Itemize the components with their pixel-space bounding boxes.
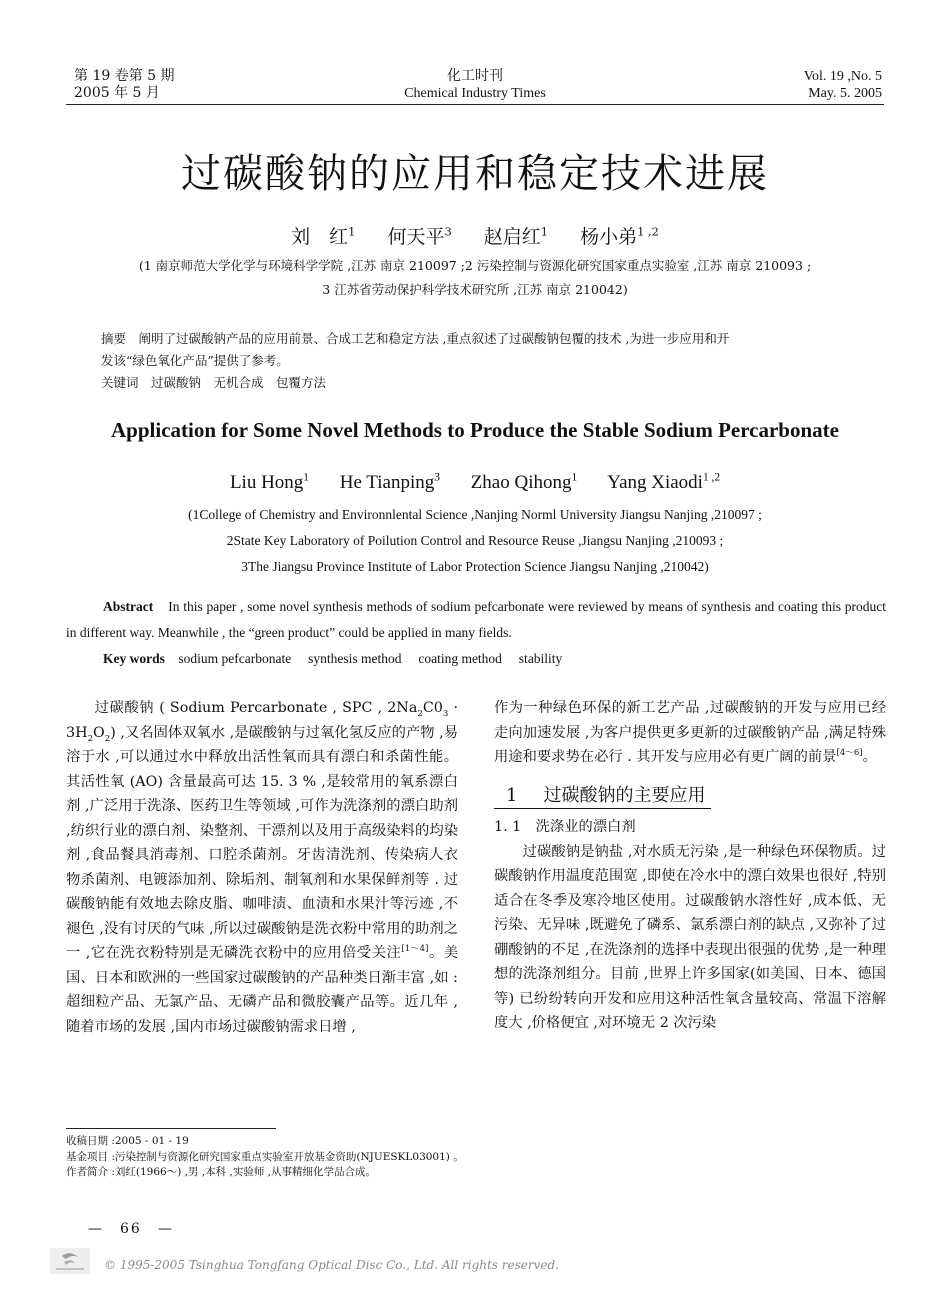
author-en-name: Liu Hong (229, 472, 304, 493)
author-en-name: Zhao Qihong (470, 472, 572, 493)
author-en-sup: 1 (571, 471, 578, 484)
footnote-fund: 基金项目 :污染控制与资源化研究国家重点实验室开放基金资助(NJUESKL03001) 。 (66, 1150, 464, 1163)
author-name: 刘 红 (291, 226, 349, 248)
citation-ref: [4～6] (836, 748, 863, 759)
abstract-en-label: Abstract (103, 599, 154, 614)
author-sup: 3 (444, 224, 452, 239)
author-en-sup: 1 ,2 (702, 471, 721, 484)
header-journal (375, 68, 575, 102)
abstract-cn-label: 摘要 (101, 331, 127, 346)
header-date-en: May. 5. 2005 (808, 86, 882, 101)
author-en-sup: 3 (434, 471, 440, 484)
affiliation-cn-line1: (1 南京师范大学化学与环境科学学院 ,江苏 南京 210097 ;2 污染控制与资源化研究国家重点实验室 ,江苏 南京 210093 ; (138, 258, 812, 273)
affiliation-cn-line2: 3 江苏省劳动保护科学技术研究所 ,江苏 南京 210042) (322, 282, 628, 297)
paragraph: 过碳酸钠是钠盐 ,对水质无污染 ,是一种绿色环保物质。过碳酸钠作用温度范围宽 ,即使在冷水中的漂白效果也很好 ,特别适合在冬季及寒冷地区使用。过碳酸钠水溶性好 ,成本低、无污染、无异味 ,既避免了磷系、氯系漂白剂的缺点 ,又弥补了过硼酸钠的不足 ,在洗涤剂的选择中表现出很强的优势 ,是一种理想的洗涤剂组分。目前 ,世界上许多国家(如美国、日本、德国等) 已纷纷转向开发和应用这种活性氧含量较高、常温下溶解度大 ,价格便宜 ,对环境无 2 次污染 (494, 843, 886, 1031)
author-name: 何天平 (387, 226, 445, 248)
footnote-author: 作者简介 :刘红(1966～) ,男 ,本科 ,实验师 ,从事精细化学品合成。 (66, 1166, 376, 1178)
header-journal-en: Chemical Industry Times (404, 86, 546, 101)
affiliation-en-line2: 2State Key Laboratory of Poilution Control and Resource Reuse ,Jiangsu Nanjing ,210093 ; (226, 533, 724, 548)
copyright-notice: © 1995-2005 Tsinghua Tongfang Optical Disc Co., Ltd. All rights reserved. (104, 1258, 559, 1272)
affiliation-en-line3: 3The Jiangsu Province Institute of Labor Protection Science Jiangsu Nanjing ,210042) (241, 559, 709, 574)
header-journal-cn: 化工时刊 (447, 68, 503, 84)
page-title: 过碳酸钠的应用和稳定技术进展 (181, 151, 769, 197)
header-date-cn: 2005 年 5 月 (74, 85, 160, 101)
author-sup: 1 ,2 (637, 224, 659, 239)
keywords-en: sodium pefcarbonate synthesis method coating method stability (178, 651, 563, 666)
header-volume (74, 68, 175, 102)
author-sup: 1 (348, 224, 356, 239)
subsection-heading: 1. 1 洗涤业的漂白剂 (494, 819, 636, 835)
footnotes (66, 1134, 766, 1181)
affiliation-en-line1: (1College of Chemistry and Environnlental Science ,Nanjing Norml University Jiangsu Nanjing ,210097 ; (188, 507, 762, 522)
author-en-sup: 1 (303, 471, 309, 484)
paragraph: 作为一种绿色环保的新工艺产品 ,过碳酸钠的开发与应用已经走向加速发展 ,为客户提供更多更新的过碳酸钠产品 ,满足特殊用途和要求势在必行 . 其开发与应用必有更广阔的前景[4～6]。 (494, 700, 886, 765)
abstract-cn-text1: 阐明了过碳酸钠产品的应用前景、合成工艺和稳定方法 ,重点叙述了过碳酸钠包覆的技术 ,为进一步应用和开 (138, 331, 730, 346)
abstract-en-text: In this paper , some novel synthesis methods of sodium pefcarbonate were reviewed by means of synthesis and coating this product in different way. Meanwhile , the “green product” could be applied in many fields. (66, 599, 886, 640)
paragraph: 过碳酸钠 ( Sodium Percarbonate , SPC , $2Na_2C0_3 \cdot 3H_2O_2$) ,又名固体双氧水 ,是碳酸钠与过氧化氢反应的产物 ,易溶于水 ,可以通过水中释放出活性氧而具有漂白和杀菌性能。其活性氧 (AO) 含量最高可达 15. 3 % ,是较常用的氧系漂白剂 ,广泛用于洗涤、医药卫生等领域 ,可作为洗涤剂的漂白助剂 ,纺织行业的漂白剂、染整剂、干漂剂以及用于高级染料的均染剂 ,食品餐具消毒剂、口腔杀菌剂。牙齿清洗剂、传染病人衣物杀菌剂、电镀添加剂、除垢剂、制氧剂和水果保鲜剂等 . 过碳酸钠能有效地去除皮脂、咖啡渍、血渍和水果汁等污迹 ,不褪色 ,没有讨厌的气味 ,所以过碳酸钠是洗衣粉中常用的助剂之一 ,它在洗衣粉特别是无磷洗衣粉中的应用倍受关注[1～4]。美国、日本和欧洲的一些国家过碳酸钠的产品种类日渐丰富 ,如 :超细粒产品、无氯产品、无磷产品和微胶囊产品等。近几年 ,随着市场的发展 ,国内市场过碳酸钠需求日增 , (66, 700, 459, 1035)
footnote-rule (66, 1128, 276, 1129)
section-number: 1 (506, 784, 518, 806)
footnote-received: 收稿日期 :2005 - 01 - 19 (66, 1135, 189, 1147)
header-vol-en (804, 68, 882, 102)
title-en: Application for Some Novel Methods to Produce the Stable Sodium Percarbonate (111, 418, 839, 442)
authors-cn (0, 222, 950, 249)
abstract-en (66, 594, 886, 672)
keywords-cn-label: 关键词 (101, 375, 139, 390)
section-heading (494, 784, 711, 810)
author-en-name: He Tianping (339, 472, 435, 493)
section-title: 过碳酸钠的主要应用 (543, 784, 706, 806)
body-left-column (66, 696, 458, 1039)
keywords-cn: 过碳酸钠 无机合成 包覆方法 (151, 375, 327, 390)
author-en-name: Yang Xiaodi (607, 472, 703, 493)
author-sup: 1 (540, 224, 549, 239)
header-volume-issue: 第 19 卷第 5 期 (74, 68, 175, 84)
keywords-en-label: Key words (103, 651, 165, 666)
header-rule (66, 104, 884, 105)
page-number: — 66 — (88, 1221, 174, 1237)
header-vol-issue-en: Vol. 19 ,No. 5 (803, 69, 882, 84)
author-name: 赵启红 (483, 226, 541, 248)
cnki-logo-icon (50, 1248, 90, 1274)
abstract-cn-text2: 发该“绿色氧化产品”提供了参考。 (101, 353, 289, 368)
citation-ref: [1～4] (401, 944, 429, 955)
authors-en (0, 472, 950, 494)
abstract-cn (101, 328, 871, 394)
author-name: 杨小弟 (580, 226, 638, 248)
body-right-column (494, 696, 886, 1036)
